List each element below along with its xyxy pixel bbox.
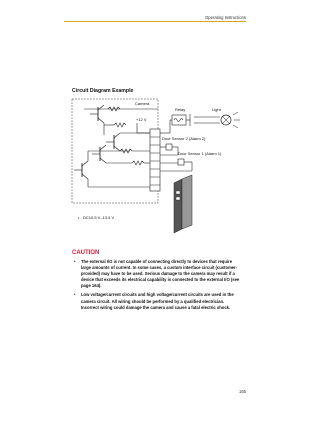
camera-label: Camera	[135, 101, 150, 106]
caution-title: CAUTION	[72, 250, 100, 256]
resistor-4	[132, 161, 144, 165]
light-label: Light	[212, 107, 221, 112]
door-illustration	[174, 175, 192, 233]
bullet: •	[74, 259, 76, 264]
transistor-1	[90, 105, 104, 135]
resistor-2	[114, 123, 126, 127]
door-sensor-1-switch	[160, 159, 192, 171]
caution-list	[72, 259, 242, 314]
section-title: Circuit Diagram Example	[72, 88, 134, 94]
door-sensor-1-label: Door Sensor 1 (Alarm 1)	[178, 151, 222, 156]
voltage-label: +12 V	[136, 117, 147, 122]
light-icon	[221, 112, 240, 128]
caution-item: • Low voltage/current circuits and high voltage/current circuits are used in the camera circuit. All wiring should be performed by a qualified electrician. Incorrect wiring could damage the camera and cause a fatal electric shock.	[74, 292, 234, 310]
header-title: Operating Instructions	[205, 15, 246, 20]
caution-item: • The external I/O is not capable of connecting directly to devices that require large amounts of current. In some cases, a custom interface circuit (customer-provided) may have to be used. Serious damage to the camera may result if a device that exceeds its electrical capability is connected to the external I/O (see page 164).	[74, 259, 240, 289]
header-rule	[64, 21, 246, 22]
relay-label: Relay	[175, 107, 186, 112]
supply-bullet: •	[78, 215, 80, 220]
supply-label: DC10.5 V–13.5 V	[83, 215, 115, 220]
page-number: 165	[239, 389, 246, 394]
circuit-diagram	[70, 95, 245, 233]
bullet: •	[74, 292, 76, 298]
transistor-3	[74, 161, 88, 179]
door-sensor-2-label: Door Sensor 2 (Alarm 2)	[162, 136, 206, 141]
relay-symbol	[172, 114, 198, 126]
door-sensor-2-switch	[160, 144, 178, 155]
transistor-2	[106, 133, 152, 151]
transistor-4	[92, 145, 106, 163]
terminal-block	[150, 129, 160, 191]
